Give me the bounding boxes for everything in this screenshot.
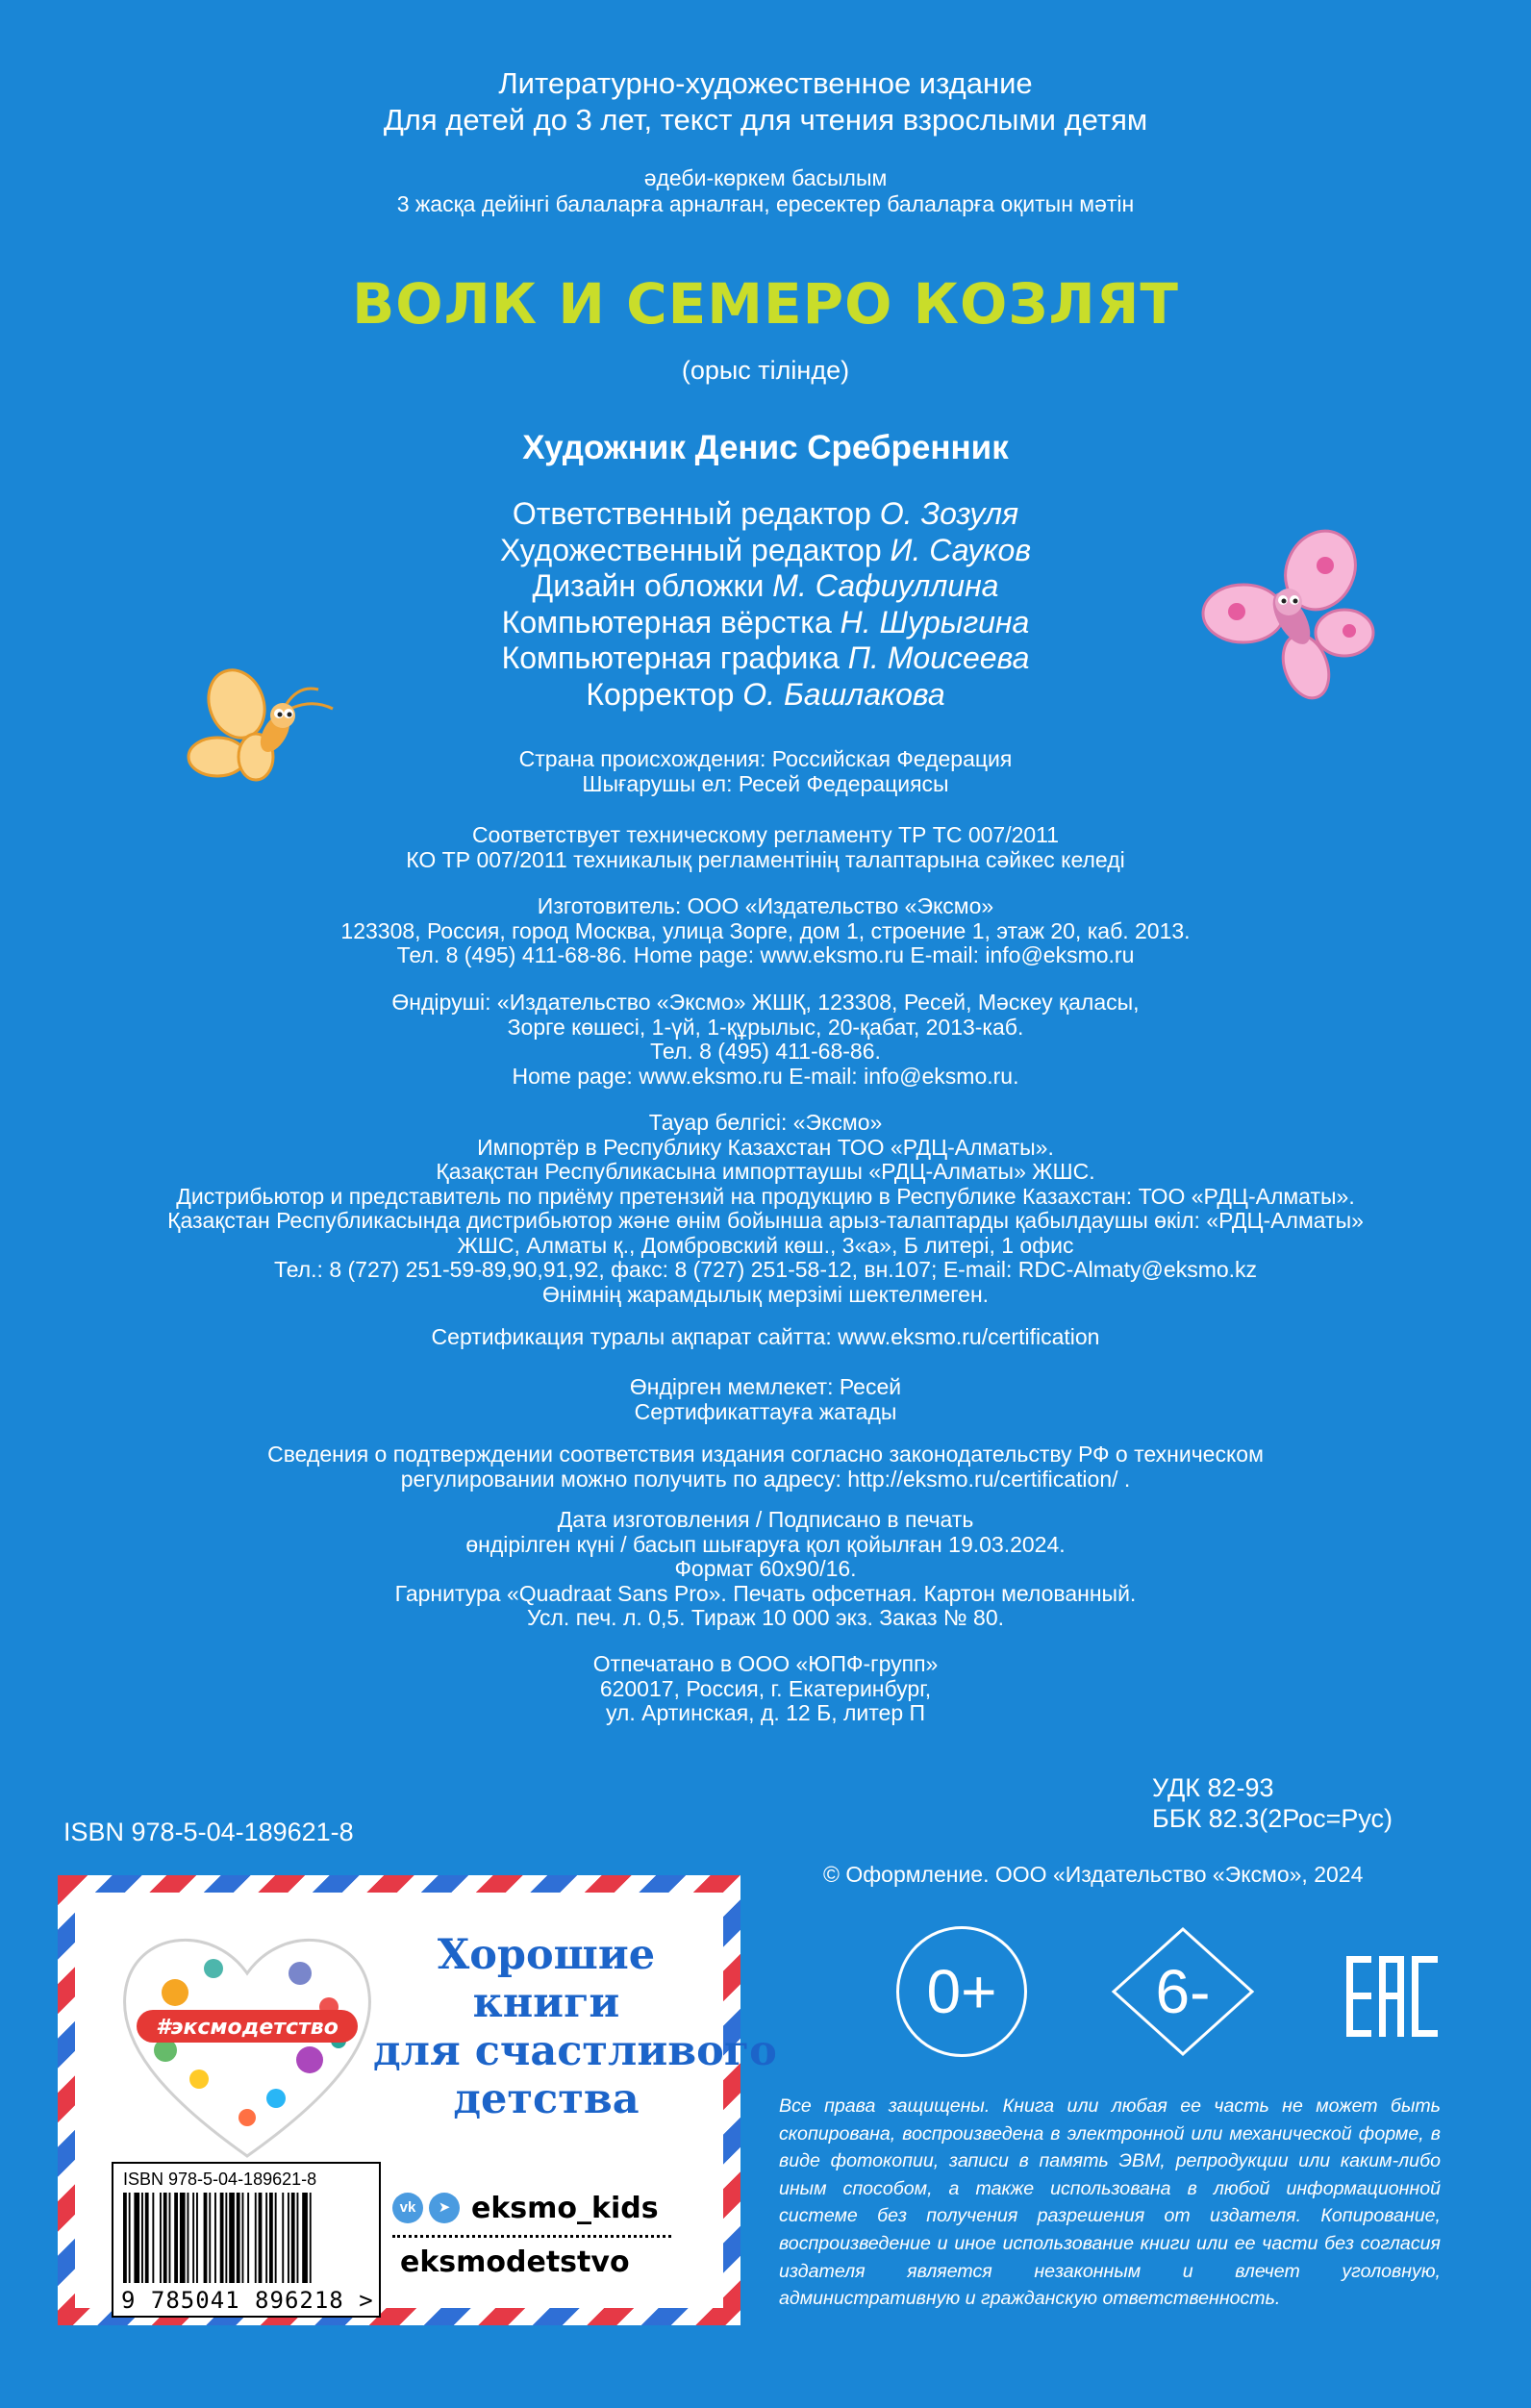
- barcode-bar: [297, 2193, 299, 2283]
- barcode-bar: [129, 2193, 131, 2283]
- age-rating-badge: 0+: [896, 1926, 1027, 2057]
- barcode-bar: [196, 2193, 198, 2283]
- pink-butterfly-illustration: [1200, 527, 1383, 710]
- manufacturer-info: Изготовитель: ООО «Издательство «Эксмо» 123308, Россия, город Москва, улица Зорге, дом 1, строение 1, этаж 20, каб. 2013. Тел. 8 (495) 411-68-86. Home page: www.eksmo.ru E-mail: info@eksmo.ru: [340, 893, 1191, 967]
- barcode-bar: [259, 2193, 263, 2283]
- copyright: © Оформление. ООО «Издательство «Эксмо», 2024: [823, 1862, 1364, 1887]
- barcode-bar: [291, 2193, 295, 2283]
- producing-state: Өндірген мемлекет: Ресей Сертификаттауға жатады: [629, 1374, 902, 1424]
- age-mark-label: 6-: [1155, 1957, 1211, 2026]
- barcode-bar: [214, 2193, 216, 2283]
- slogan: Хорошие книги для счастливого детства: [373, 1931, 777, 2123]
- barcode-bar: [288, 2193, 289, 2283]
- airmail-envelope-card: [58, 1875, 777, 2325]
- age-mark-diamond: [1111, 1926, 1255, 2070]
- barcode-bar: [123, 2193, 127, 2283]
- barcode-bar: [188, 2193, 189, 2283]
- envelope-inner: [75, 1893, 777, 2314]
- importer-info: Тауар белгісі: «Эксмо» Импортёр в Республику Казахстан ТОО «РДЦ-Алматы». Қазақстан Республикасына импорттаушы «РДЦ-Алматы» ЖШС. Дистрибьютор и представитель по приёму претензий на продукцию в Республике Казахстан: ТОО «РДЦ-Алматы». Қазақстан Республикасында дистрибьютор және өнім бойынша арыз-талаптарды қабылдаушы өкіл: «РДЦ-Алматы» ЖШС, Алматы қ., Домбровский көш., 3«а», Б литері, 1 офис Тел.: 8 (727) 251-59-89,90,91,92, факс: 8 (727) 251-58-12, вн.107; E-mail: RDC-Almaty@eksmo.kz Өнімнің жарамдылық мерзімі шектелмеген.: [167, 1110, 1364, 1307]
- barcode-bar: [192, 2193, 194, 2283]
- barcode-bar: [163, 2193, 167, 2283]
- barcode-bar: [174, 2193, 178, 2283]
- telegram-icon[interactable]: ➤: [429, 2193, 460, 2223]
- credit-line: Дизайн обложки М. Сафиуллина: [532, 568, 999, 603]
- barcode: [121, 2193, 373, 2285]
- barcode-box: [112, 2162, 381, 2318]
- barcode-bar: [265, 2193, 267, 2283]
- orange-butterfly-illustration: [179, 665, 342, 790]
- conformity-info: Сведения о подтверждении соответствия издания согласно законодательству РФ о техническом регулировании можно получить по адресу: http://eksmo.ru/certification/ .: [267, 1442, 1264, 1492]
- country-of-origin: Страна происхождения: Российская Федерация Шығарушы ел: Ресей Федерациясы: [518, 746, 1013, 796]
- barcode-bar: [282, 2193, 284, 2283]
- barcode-bar: [247, 2193, 249, 2283]
- producer-info-kz: Өндіруші: «Издательство «Эксмо» ЖШҚ, 123308, Ресей, Мәскеу қаласы, Зорге көшесі, 1-үй, 1-құрылыс, 20-қабат, 2013-каб. Тел. 8 (495) 411-68-86. Home page: www.eksmo.ru E-mail: info@eksmo.ru.: [391, 990, 1140, 1089]
- vk-icon[interactable]: vk: [392, 2193, 423, 2223]
- barcode-bar: [204, 2193, 208, 2283]
- printing-house: Отпечатано в ООО «ЮПФ-групп» 620017, Россия, г. Екатеринбург, ул. Артинская, д. 12 Б, литер П: [592, 1651, 939, 1725]
- barcode-bar: [160, 2193, 162, 2283]
- barcode-bar: [225, 2193, 227, 2283]
- barcode-isbn: ISBN 978-5-04-189621-8: [123, 2170, 317, 2189]
- barcode-bar: [275, 2193, 277, 2283]
- language-note: (орыс тілінде): [681, 356, 850, 385]
- credit-line: Корректор О. Башлакова: [586, 676, 945, 712]
- credit-line: Художественный редактор И. Сауков: [499, 532, 1032, 567]
- heart-illustration: [108, 1916, 387, 2166]
- barcode-bar: [302, 2193, 308, 2283]
- credit-line: Ответственный редактор О. Зозуля: [512, 496, 1019, 531]
- barcode-bar: [269, 2193, 273, 2283]
- barcode-bar: [141, 2193, 143, 2283]
- technical-regulation: Соответствует техническому регламенту ТР ТС 007/2011 КО ТР 007/2011 техникалық регламентінің талаптарына сәйкес келеді: [406, 822, 1125, 872]
- barcode-bar: [310, 2193, 312, 2283]
- rights-notice: Все права защищены. Книга или любая ее часть не может быть скопирована, воспроизведена в электронной или механической форме, в виде фотокопии, записи в память ЭВМ, репродукции или каким-либо иным способом, а также использована в любой информационной системе без получения разрешения от издателя. Копирование, воспроизведение и иное использование книги или ее части без согласия издателя является незаконным и влечет уголовную, административную и гражданскую ответственность.: [779, 2095, 1441, 2310]
- artist-credit: Художник Денис Сребренник: [522, 429, 1009, 466]
- edition-type-kz: әдеби-көркем басылым 3 жасқа дейінгі балаларға арналған, ересектер балаларға оқитын мәтін: [396, 165, 1135, 216]
- social-links: [392, 2183, 681, 2279]
- credit-line: Компьютерная графика П. Моисеева: [501, 640, 1030, 675]
- edition-type-ru: Литературно-художественное издание Для детей до 3 лет, текст для чтения взрослыми детям: [383, 66, 1148, 137]
- social-handle-kids: eksmo_kids: [471, 2191, 659, 2225]
- barcode-bar: [145, 2193, 149, 2283]
- print-data: Дата изготовления / Подписано в печать өндірілген күні / басып шығаруға қол қойылған 19.03.2024. Формат 60х90/16. Гарнитура «Quadraat Sans Pro». Печать офсетная. Картон мелованный. Усл. печ. л. 0,5. Тираж 10 000 экз. Заказ № 80.: [394, 1507, 1137, 1630]
- book-title: ВОЛК И СЕМЕРО КОЗЛЯТ: [352, 271, 1179, 337]
- isbn: ISBN 978-5-04-189621-8: [63, 1818, 354, 1846]
- social-row-kids[interactable]: [392, 2183, 681, 2233]
- barcode-bar: [229, 2193, 235, 2283]
- barcode-bar: [255, 2193, 257, 2283]
- social-divider: [392, 2235, 671, 2238]
- udk-bbk: УДК 82-93 ББК 82.3(2Рос=Рус): [1152, 1773, 1393, 1833]
- barcode-bar: [237, 2193, 240, 2283]
- eac-mark-icon: [1344, 1952, 1441, 2041]
- barcode-bar: [134, 2193, 139, 2283]
- hashtag-label: #эксмодетство: [156, 2016, 339, 2040]
- barcode-bar: [242, 2193, 244, 2283]
- barcode-bar: [209, 2193, 211, 2283]
- barcode-bar: [169, 2193, 171, 2283]
- barcode-bar: [180, 2193, 186, 2283]
- barcode-bar: [220, 2193, 224, 2283]
- certification-info: Сертификация туралы ақпарат сайтта: www.eksmo.ru/certification: [431, 1324, 1100, 1349]
- barcode-bar: [152, 2193, 154, 2283]
- social-handle-detstvo[interactable]: eksmodetstvo: [400, 2245, 630, 2279]
- credit-line: Компьютерная вёрстка Н. Шурыгина: [501, 604, 1030, 640]
- barcode-digits: 9 785041 896218 >: [121, 2287, 374, 2314]
